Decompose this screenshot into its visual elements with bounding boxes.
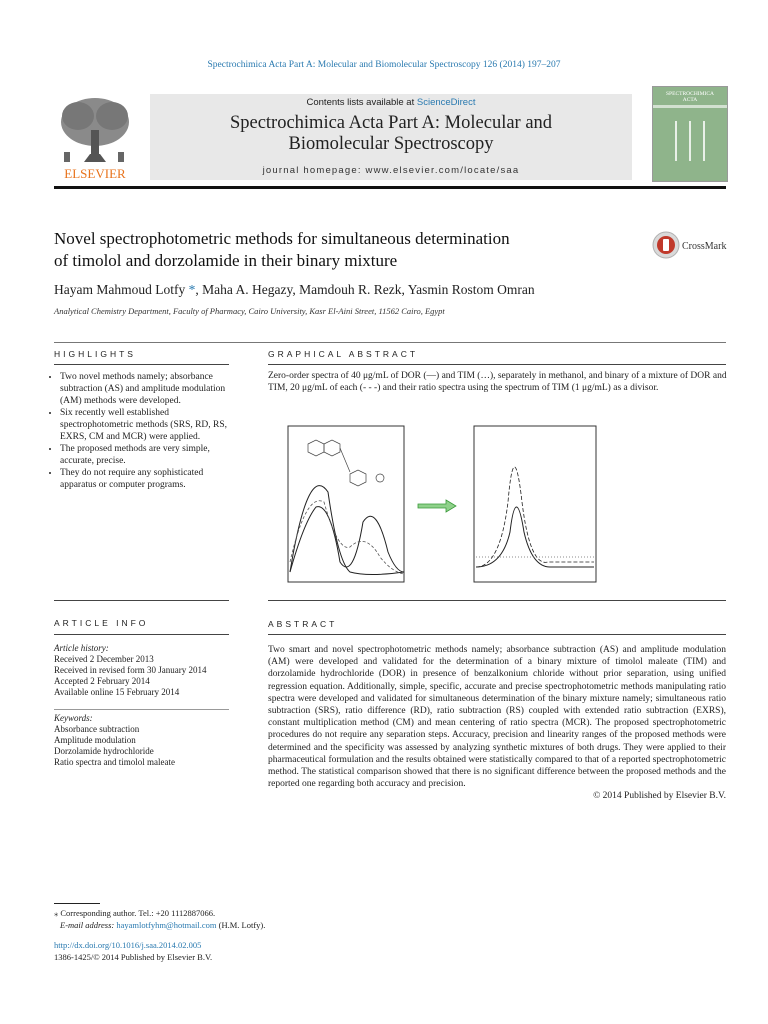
- article-info-top-rule: [54, 600, 229, 601]
- publisher-logo-text: ELSEVIER: [64, 166, 126, 180]
- list-item: • Two novel methods namely; absorbance subtraction (AS) and amplitude modulation (AM) methods were developed.: [60, 371, 234, 407]
- journal-reference[interactable]: Spectrochimica Acta Part A: Molecular and Biomolecular Spectroscopy 126 (2014) 197–207: [207, 60, 561, 70]
- issn-line: 1386-1425/© 2014 Published by Elsevier B.V.: [54, 952, 213, 962]
- keywords: Keywords: Absorbance subtraction Amplitude modulation Dorzolamide hydrochloride Ratio spectra and timolol maleate: [54, 713, 229, 768]
- graphical-abstract-heading: GRAPHICAL ABSTRACT: [268, 349, 419, 359]
- list-item: • They do not require any sophisticated apparatus or computer programs.: [60, 467, 234, 491]
- corresponding-author-mark[interactable]: *: [185, 282, 196, 297]
- highlights-list: [54, 371, 234, 491]
- list-item: Received 2 December 2013: [54, 654, 154, 664]
- masthead-rule: [54, 186, 726, 189]
- list-item: Amplitude modulation: [54, 735, 136, 745]
- sciencedirect-link[interactable]: ScienceDirect: [416, 97, 476, 108]
- crossmark-badge[interactable]: [652, 229, 728, 261]
- journal-homepage[interactable]: journal homepage: www.elsevier.com/locate/saa: [262, 165, 520, 176]
- elsevier-tree-logo: [54, 94, 136, 180]
- journal-name: Spectrochimica Acta Part A: Molecular and Biomolecular Spectroscopy: [229, 113, 553, 154]
- list-item: Absorbance subtraction: [54, 724, 140, 734]
- graphical-abstract-caption: Zero-order spectra of 40 μg/mL of DOR (—) and TIM (…), separately in methanol, and binary of a mixture of DOR and TIM, 20 μg/mL of each (- - -) and their ratio spectra using the spectrum of TIM (1 μg/mL) as a divisor.: [268, 371, 727, 393]
- author-email-link[interactable]: hayamlotfyhm@hotmail.com: [116, 920, 217, 930]
- list-item: Dorzolamide hydrochloride: [54, 746, 154, 756]
- cover-pattern: [653, 87, 727, 181]
- journal-banner: [150, 94, 632, 180]
- keywords-rule: [54, 709, 229, 710]
- journal-cover-image: SPECTROCHIMICA ACTA: [652, 86, 728, 182]
- list-item: Available online 15 February 2014: [54, 687, 180, 697]
- highlights-heading: HIGHLIGHTS: [54, 349, 136, 359]
- list-item: Ratio spectra and timolol maleate: [54, 757, 175, 767]
- crossmark-label: CrossMark: [682, 241, 727, 252]
- article-title: Novel spectrophotometric methods for simultaneous determination of timolol and dorzolamide in their binary mixture: [54, 229, 510, 270]
- contents-line: Contents lists available at ScienceDirect: [306, 97, 476, 108]
- section-rule: [54, 342, 726, 343]
- arrow-icon: [418, 500, 456, 512]
- affiliation: Analytical Chemistry Department, Faculty of Pharmacy, Cairo University, Kasr El-Aini Street, 11562 Cairo, Egypt: [54, 306, 445, 316]
- list-item: Accepted 2 February 2014: [54, 676, 150, 686]
- list-item: • The proposed methods are very simple, accurate, precise.: [60, 443, 234, 467]
- article-history: Article history: Received 2 December 2013 Received in revised form 30 January 2014 Accepted 2 February 2014 Available online 15 February 2014: [54, 643, 229, 698]
- doi-link[interactable]: http://dx.doi.org/10.1016/j.saa.2014.02.005: [54, 940, 202, 950]
- article-info-rule: [54, 634, 229, 635]
- copyright-line: © 2014 Published by Elsevier B.V.: [593, 791, 726, 802]
- abstract-top-rule: [268, 600, 726, 601]
- highlights-rule: [54, 364, 229, 365]
- graphical-abstract-rule: [268, 364, 726, 365]
- masthead: [54, 91, 726, 180]
- article-info-heading: ARTICLE INFO: [54, 618, 149, 628]
- abstract-heading: ABSTRACT: [268, 619, 338, 629]
- graphical-abstract-figure: [268, 422, 608, 592]
- abstract-rule: [268, 634, 726, 635]
- abstract-body: Two smart and novel spectrophotometric methods namely; absorbance subtraction (AS) and amplitude modulation (AM) were developed and validated for the determination of a binary mixture of timolol maleate (TIM) and dorzolamide hydrochloride (DOR) in presence of benzalkonium chloride without prior separation, using unified regression equation. Additionally, simple, specific, accurate and precise spectrophotometric methods manipulating ratio spectra were developed and validated for simultaneous determination of the binary mixture namely; simultaneous ratio subtraction (SRS), ratio difference (RD), ratio subtraction (RS) coupled with extended ratio subtraction (EXRS), constant multiplication method (CM) and mean centering of ratio spectra (MCR). The proposed spectrophotometric procedures do not require any separation steps. Accuracy, precision and linearity ranges of the proposed methods were determined and the specificity was assessed by analyzing synthetic mixtures of both drugs. They were applied to their pharmaceutical formulation and the results obtained were statistically compared to that of a reported spectrophotometric method. The statistical comparison showed that there is no significant difference between the proposed methods and the reported one regarding both accuracy and precision. © 2014 Published by Elsevier B.V.: [268, 645, 726, 802]
- list-item: • Six recently well established spectrophotometric methods (SRS, RD, RS, EXRS, CM and MCR) were applied.: [60, 407, 234, 443]
- footnote: ⁎ Corresponding author. Tel.: +20 1112887066. E-mail address: hayamlotfyhm@hotmail.com (H.M. Lotfy).: [54, 908, 266, 930]
- footnote-rule: [54, 903, 100, 904]
- list-item: Received in revised form 30 January 2014: [54, 665, 207, 675]
- author-list: Hayam Mahmoud Lotfy *, Maha A. Hegazy, Mamdouh R. Rezk, Yasmin Rostom Omran: [54, 282, 535, 297]
